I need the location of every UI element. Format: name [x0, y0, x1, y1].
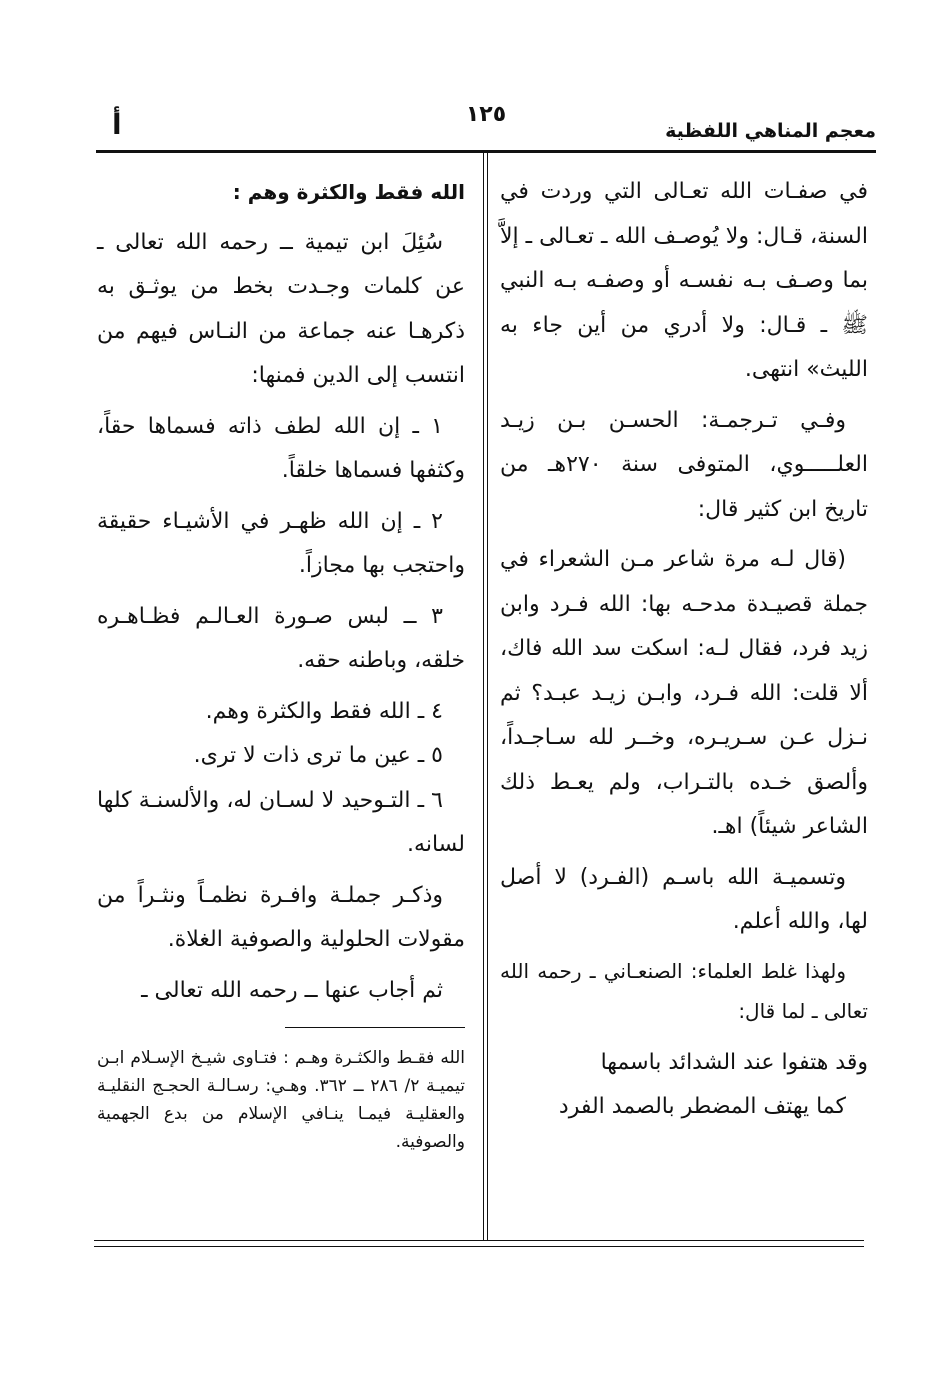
poem-verse [500, 1041, 868, 1129]
page-header [96, 100, 876, 148]
left-paragraph-2: ١ ـ إن الله لطف ذاته فسماها حقاً، وكثفها فسماها خلقاً. [97, 413, 465, 483]
poem-line-1: وقد هتفوا عند الشدائد باسمها [600, 1049, 868, 1075]
left-paragraph-7: ٦ ـ التـوحيد لا لسـان له، والألسنـة كلها لسانه. [97, 787, 465, 857]
right-paragraph-2: وفـي تـرجمـة: الحسـن بـن زيـد العلـــــوي، المتوفى سنة ٢٧٠هـ من تاريخ ابن كثير قال: [500, 407, 868, 522]
poem-line-2: كما يهتف المضطر بالصمد الفرد [558, 1093, 846, 1119]
left-paragraph-9: ثم أجاب عنها ــ رحمه الله تعالى ـ [141, 977, 443, 1003]
footer-rule-double [94, 1246, 864, 1247]
section-letter: أ [112, 108, 122, 141]
right-column [500, 170, 868, 1129]
footer-rule [94, 1240, 864, 1241]
left-paragraph-1: سُئِلَ ابن تيمية ــ رحمه الله تعالى ـ عن كلمات وجـدت بخط من يوثـق به ذكرهـا عنه جماعة من النـاس فيهم من انتسب إلى الدين فمنها: [97, 229, 465, 388]
right-paragraph-4: وتسميـة الله باسـم (الفـرد) لا أصل لها، والله أعلم. [500, 864, 868, 934]
page-number: ١٢٥ [465, 102, 507, 127]
left-paragraph-8: وذكـر جملـة وافـرة نظمـاً ونثـراً من مقولات الحلولية والصوفية الغلاة. [97, 882, 465, 952]
entry-heading: الله فقط والكثرة وهم : [232, 180, 465, 204]
left-paragraph-5: ٤ ـ الله فقط والكثرة وهم. [205, 698, 443, 724]
column-divider-inner [487, 153, 488, 1240]
left-paragraph-3: ٢ ـ إن الله ظهـر في الأشيـاء حقيقة واحتجب بها مجازاً. [97, 508, 465, 578]
footnote-rule [285, 1027, 465, 1028]
left-paragraph-6: ٥ ـ عين ما ترى ذات لا ترى. [193, 743, 443, 768]
right-paragraph-5: ولهذا غلط العلماء: الصنعـاني ـ رحمه الله تعالى ـ لما قال: [500, 958, 868, 1023]
right-paragraph-1: في صفـات الله تعـالى التي وردت في السنة، قـال: ولا يُوصـف الله ـ تعـالى ـ إلاَّ بما وصـف بـه نفسـه أو وصفـه بـه النبي ﷺ ـ قـال: ولا أدري من أين جاء به الليث» انتهى. [500, 179, 868, 382]
header-rule [96, 150, 876, 153]
column-divider [483, 153, 484, 1240]
left-paragraph-4: ٣ ــ لبس صـورة العـالـم فظـاهـره خلقه، وباطنه حقه. [97, 603, 465, 673]
footnote: الله فقـط والكثـرة وهـم : فتـاوى شيـخ الإسـلام ابـن تيميـة ٢/ ٢٨٦ ــ ٣٦٢. وهـي: رسـالـة الحجـج النقليـة والعقليـة فيمـا ينـافي الإسلام من بدع الجهمية والصوفية. [97, 1048, 465, 1152]
left-column [97, 170, 465, 1156]
running-title: معجم المناهي اللفظية [665, 120, 876, 142]
right-paragraph-3: (قال لـه مرة شاعر مـن الشعراء في جملة قصيـدة مدحـه بها: الله فـرد وابن زيد فرد، فقال لـه: اسكت سد الله فاك، ألا قلت: الله فـرد، وابـن زيـد عبـد؟ ثم نـزل عـن سـريـره، وخــر لله سـاجـداً، وألصق خـده بالتـراب، ولم يعـط ذلك الشاعر شيئاً) اهـ. [500, 547, 868, 839]
